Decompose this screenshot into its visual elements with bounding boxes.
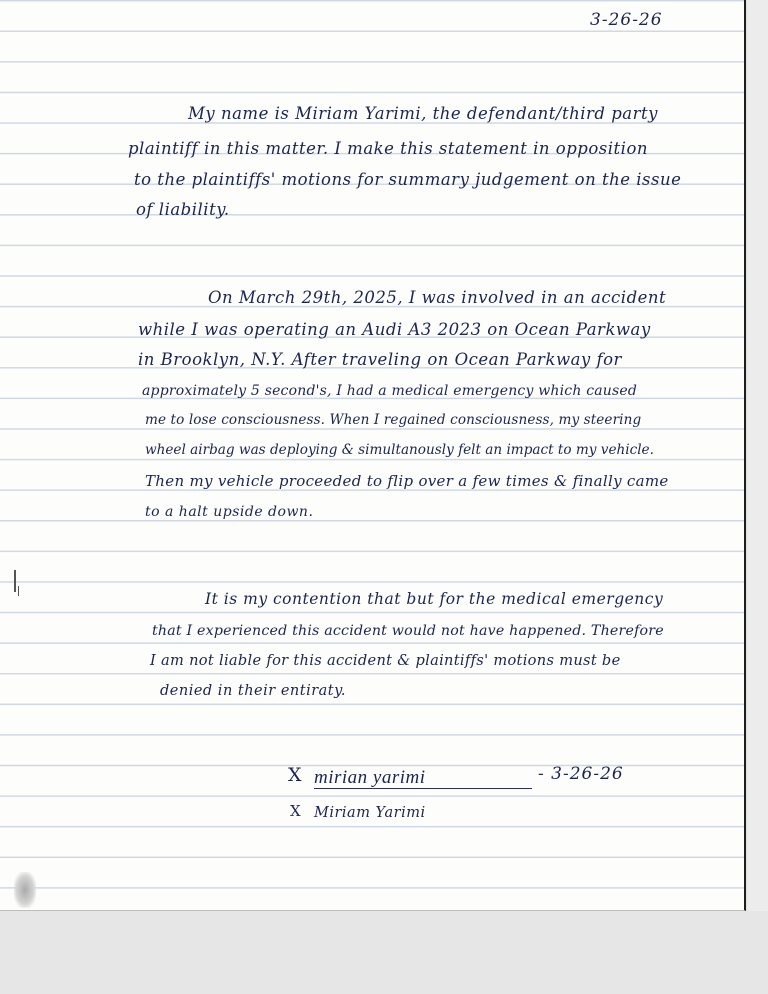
scan-smudge [14,872,36,908]
paragraph-line: of liability. [136,200,230,219]
printed-name-x-mark: X [290,802,302,820]
binder-mark [14,570,16,592]
paragraph-line: to a halt upside down. [145,504,314,520]
paragraph-line: I am not liable for this accident & plaintiffs' motions must be [150,652,621,669]
paragraph-line: It is my contention that but for the medical emergency [205,590,664,608]
paragraph-line: that I experienced this accident would not have happened. Therefore [152,623,664,639]
paragraph-line: approximately 5 second's, I had a medical emergency which caused [142,383,638,399]
signature-date: - 3-26-26 [538,764,624,784]
paragraph-line: while I was operating an Audi A3 2023 on Ocean Parkway [138,320,651,339]
scan-background [0,911,768,994]
printed-name: Miriam Yarimi [314,805,426,821]
paragraph-line: plaintiff in this matter. I make this statement in opposition [128,139,649,158]
binder-mark [18,586,19,596]
signature: mirian yarimi [314,767,426,788]
paragraph-line: Then my vehicle proceeded to flip over a few times & finally came [145,472,669,490]
paragraph-line: in Brooklyn, N.Y. After traveling on Ocean Parkway for [138,350,622,369]
signature-underline [314,788,532,789]
paragraph-line: to the plaintiffs' motions for summary judgement on the issue [134,170,682,189]
paragraph-line: wheel airbag was deploying & simultanously felt an impact to my vehicle. [145,442,654,458]
paragraph-line: On March 29th, 2025, I was involved in an accident [208,288,667,307]
paragraph-line: me to lose consciousness. When I regained consciousness, my steering [145,412,642,428]
paragraph-line: My name is Miriam Yarimi, the defendant/third party [188,104,658,123]
signature-x-mark: X [288,764,303,786]
top-date: 3-26-26 [590,10,663,30]
paragraph-line: denied in their entiraty. [160,683,346,699]
